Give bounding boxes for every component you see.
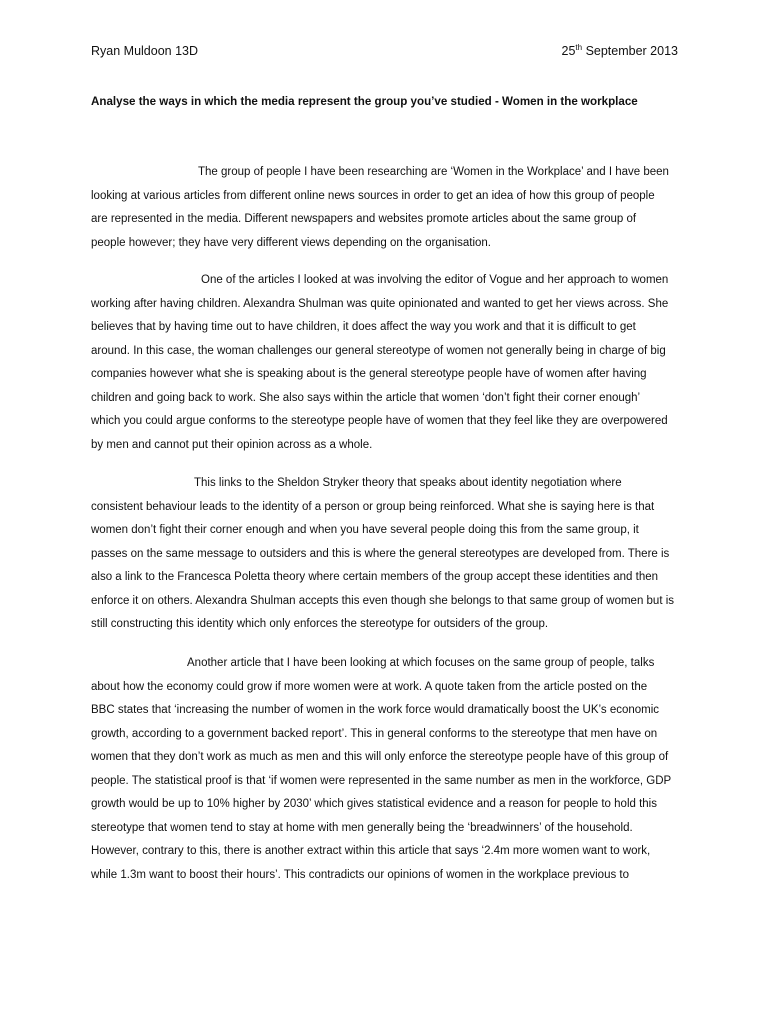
paragraph-line: believes that by having time out to have children, it does affect the way you work and that it is difficult to get [91, 321, 636, 333]
paragraph-line: stereotype that women tend to stay at home with men generally being the ‘breadwinners’ of the household. [91, 821, 633, 834]
paragraph-line: children and going back to work. She also says within the article that women ‘don’t fight their corner enough’ [91, 391, 641, 404]
paragraph-line: by men and cannot put their opinion across as a whole. [91, 438, 373, 451]
paragraph-line: growth, according to a government backed report’. This in general conforms to the stereotype that men have on [91, 727, 658, 740]
paragraph-line: companies however what she is speaking about is the general stereotype people have of women after having [91, 368, 647, 380]
paragraph-line: looking at various articles from different online news sources in order to get an idea of how this group of people [91, 189, 655, 202]
paragraph-line: people however; they have very different views depending on the organisation. [91, 236, 491, 249]
paragraph-line: One of the articles I looked at was involving the editor of Vogue and her approach to women [201, 274, 669, 286]
paragraph-line: passes on the same message to outsiders and this is where the general stereotypes are developed from. There is [91, 547, 670, 560]
author-class-label: Ryan Muldoon 13D [91, 44, 199, 58]
document-date [562, 44, 678, 58]
paragraph-line: growth would be up to 10% higher by 2030’ which gives statistical evidence and a reason for people to hold this [91, 798, 657, 810]
paragraph-line: still constructing this identity which only enforces the stereotype for outsiders of the group. [91, 618, 549, 630]
paragraph-line: around. In this case, the woman challenges our general stereotype of women not generally being in charge of big [91, 344, 666, 357]
document-header [91, 44, 678, 66]
paragraph-line: consistent behaviour leads to the identity of a person or group being reinforced. What she is saying here is that [91, 500, 655, 513]
paragraph-line: also a link to the Francesca Poletta theory where certain members of the group accept these identities and then [91, 571, 659, 583]
paragraph-line: enforce it on others. Alexandra Shulman accepts this even though she belongs to that same group of women but is [91, 594, 675, 607]
essay-title: Analyse the ways in which the media represent the group you’ve studied - Women in the workplace [91, 95, 638, 108]
paragraph-3 [91, 472, 691, 637]
paragraph-line: women that they don’t work as much as men and this will only enforce the stereotype people have of this group of [91, 751, 669, 763]
date-suffix: th [575, 42, 583, 52]
paragraph-line: working after having children. Alexandra Shulman was quite opinionated and wanted to get her views across. She [91, 297, 669, 310]
date-month-year: September 2013 [582, 44, 678, 58]
paragraph-line: However, contrary to this, there is another extract within this article that says ‘2.4m more women want to work, [91, 845, 651, 857]
paragraph-4 [91, 652, 691, 887]
paragraph-2 [91, 269, 691, 457]
paragraph-line: This links to the Sheldon Stryker theory that speaks about identity negotiation where [194, 477, 622, 489]
paragraph-1 [91, 161, 691, 255]
paragraph-line: which you could argue conforms to the stereotype people have of women that they feel like they are overpowered [91, 415, 668, 427]
paragraph-line: The group of people I have been researching are ‘Women in the Workplace’ and I have been [198, 166, 669, 178]
paragraph-line: about how the economy could grow if more women were at work. A quote taken from the article posted on the [91, 680, 648, 693]
paragraph-line: while 1.3m want to boost their hours’. This contradicts our opinions of women in the workplace previous to [91, 868, 630, 881]
paragraph-line: women don’t fight their corner enough and when you have several people doing this from the same group, it [91, 524, 639, 536]
paragraph-line: are represented in the media. Different newspapers and websites promote articles about the same group of [91, 213, 637, 225]
paragraph-line: people. The statistical proof is that ‘if women were represented in the same number as men in the workforce, GDP [91, 774, 672, 787]
paragraph-line: BBC states that ‘increasing the number of women in the work force would dramatically boost the UK’s economic [91, 704, 660, 716]
paragraph-line: Another article that I have been looking at which focuses on the same group of people, talks [187, 657, 655, 669]
date-day: 25 [561, 44, 576, 58]
